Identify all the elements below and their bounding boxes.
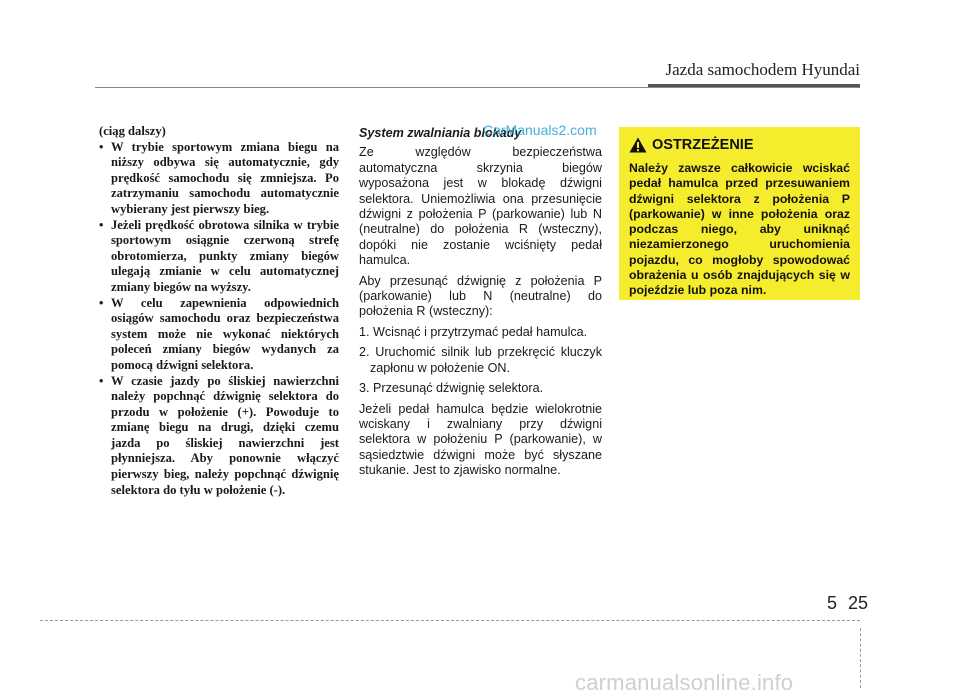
column-middle bbox=[359, 122, 602, 484]
column-left bbox=[99, 124, 339, 498]
warning-triangle-icon bbox=[629, 137, 647, 153]
warning-title: OSTRZEŻENIE bbox=[652, 137, 754, 153]
chapter-number: 5 bbox=[827, 593, 838, 613]
step-item: 1. Wcisnąć i przytrzymać pedał hamulca. bbox=[359, 324, 588, 339]
step-item: 3. Przesunąć dźwignię selektora. bbox=[359, 381, 544, 396]
warning-header bbox=[629, 137, 850, 153]
warning-box bbox=[619, 127, 860, 300]
section-heading bbox=[359, 122, 602, 141]
header-line bbox=[95, 87, 860, 88]
paragraph: Ze względów bezpieczeństwa automatyczna skrzynia biegów wyposażona jest w blokadę dźwigni selektora. Uniemożliwia ona przesunięcie dźwigni z położenia P (parkowanie) lub N (neutralne) do położenia R (wsteczny), dopóki nie zostanie wciśnięty pedał hamulca. bbox=[359, 145, 602, 268]
list-item: • W czasie jazdy po śliskiej nawierzchni należy popchnąć dźwignię selektora do przodu w położenie (+). Powoduje to zmianę biegu na drugi, dzięki czemu jazda po śliskiej nawierzchni jest płynniejsza. Aby ponownie włączyć pierwszy bieg, należy popchnąć dźwignię selektora do tyłu w położenie (-). bbox=[99, 374, 339, 499]
footer-divider bbox=[40, 620, 860, 621]
warning-body: Należy zawsze całkowicie wciskać pedał hamulca przed przesuwaniem dźwigni selektora z położenia P (parkowanie) w inne położenia oraz podczas niego, aby uniknąć niezamierzonego uruchomienia pojazdu, co mogłoby spowodować obrażenia u osób znajdujących się w pojeździe lub poza nim. bbox=[629, 161, 850, 298]
paragraph: Jeżeli pedał hamulca będzie wielokrotnie wciskany i zwalniany przy dźwigni selektora w położeniu P (parkowanie), w sąsiedztwie dźwigni może być słyszane stukanie. Jest to zjawisko normalne. bbox=[359, 401, 602, 478]
page-number: 25 bbox=[848, 593, 869, 613]
list-item: • W trybie sportowym zmiana biegu na niższy odbywa się automatycznie, gdy prędkość samochodu się zmniejsza. Po zatrzymaniu samochodu automatycznie wybierany jest pierwszy bieg. bbox=[99, 140, 339, 218]
watermark-link[interactable]: CarManuals2.com bbox=[483, 122, 597, 138]
continued-label: (ciąg dalszy) bbox=[99, 124, 166, 138]
list-item: • Jeżeli prędkość obrotowa silnika w trybie sportowym osiągnie czerwoną strefę obrotomierza, punkty zmiany biegów ulegają zmianie w celu automatycznej zmiany biegów na wyższy. bbox=[99, 218, 339, 296]
footer-vertical-divider bbox=[860, 628, 861, 688]
paragraph: Aby przesunąć dźwignię z położenia P (parkowanie) lub N (neutralne) do położenia R (wsteczny): bbox=[359, 273, 602, 319]
header-title: Jazda samochodem Hyundai bbox=[665, 60, 860, 79]
list-item: • W celu zapewnienia odpowiednich osiągów samochodu oraz bezpieczeństwa system może nie wykonać niektórych poleceń zmiany biegów wydanych za pomocą dźwigni selektora. bbox=[99, 296, 339, 374]
step-item: 2. Uruchomić silnik lub przekręcić kluczyk zapłonu w położenie ON. bbox=[359, 345, 602, 375]
bullet-list bbox=[99, 140, 339, 499]
footer-watermark: carmanualsonline.info bbox=[575, 670, 794, 695]
section-heading-text: System zwalniania blokady bbox=[359, 126, 522, 140]
